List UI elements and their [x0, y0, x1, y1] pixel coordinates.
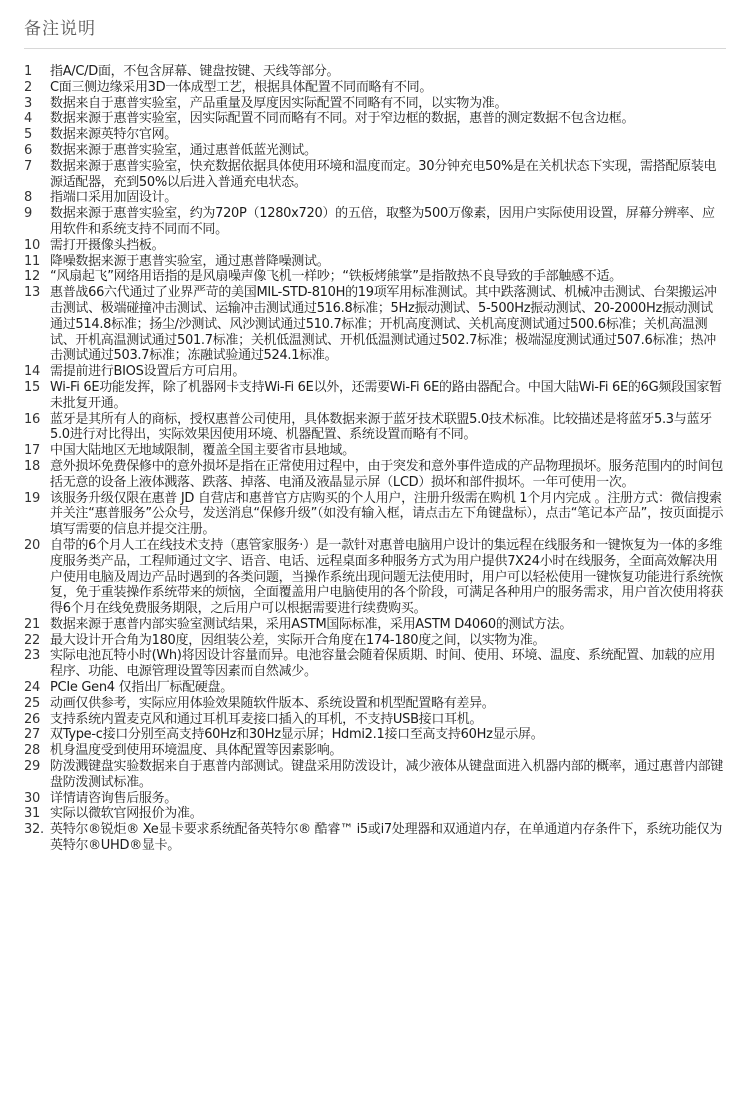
page-title: 备注说明 [24, 19, 96, 39]
note-item [24, 712, 724, 728]
note-text: PCIe Gen4 仅指出厂标配硬盘。 [50, 680, 233, 696]
note-text: 数据来源于惠普内部实验室测试结果，采用ASTM国际标准，采用ASTM D4060的测试方法。 [50, 616, 573, 632]
note-item [24, 364, 724, 380]
note-number: 16 [24, 411, 40, 427]
note-number: 15 [24, 379, 40, 395]
note-item [24, 80, 724, 96]
note-item [24, 206, 724, 238]
note-number: 22 [24, 632, 40, 648]
note-item [24, 696, 724, 712]
note-item [24, 64, 724, 80]
title-divider [24, 48, 726, 49]
note-text: 数据来源于惠普实验室，快充数据依据具体使用环境和温度而定。30分钟充电50%是在关机状态下实现，需搭配原装电源适配器，充到50%以后进入普通充电状态。 [50, 158, 717, 190]
note-item [24, 111, 724, 127]
note-item [24, 791, 724, 807]
note-number: 9 [24, 206, 32, 222]
note-item [24, 159, 724, 191]
note-text: 数据来源于惠普实验室，通过惠普低蓝光测试。 [50, 142, 317, 158]
note-text: 数据来源于惠普实验室，因实际配置不同而略有不同。对于窄边框的数据，惠普的测定数据不包含边框。 [50, 111, 635, 127]
note-text: 动画仅供参考，实际应用体验效果随软件版本、系统设置和机型配置略有差异。 [50, 695, 495, 711]
note-number: 10 [24, 237, 40, 253]
note-item [24, 285, 724, 364]
note-text: 机身温度受到使用环境温度、具体配置等因素影响。 [50, 743, 343, 759]
note-text: 英特尔®锐炬® Xe显卡要求系统配备英特尔® 酷睿™ i5或i7处理器和双通道内存，在单通道内存条件下，系统功能仅为英特尔®UHD®显卡。 [50, 822, 723, 854]
note-text: 双Type-c接口分别至高支持60Hz和30Hz显示屏；Hdmi2.1接口至高支持60Hz显示屏。 [50, 727, 544, 743]
note-number: 19 [24, 490, 40, 506]
note-number: 6 [24, 142, 32, 158]
note-item [24, 190, 724, 206]
note-text: 最大设计开合角为180度，因组装公差，实际开合角度在174-180度之间，以实物为准。 [50, 632, 546, 648]
note-number: 14 [24, 364, 40, 380]
note-item [24, 143, 724, 159]
note-number: 17 [24, 443, 40, 459]
note-number: 25 [24, 695, 40, 711]
note-number: 3 [24, 95, 32, 111]
note-number: 8 [24, 190, 32, 206]
note-text: 中国大陆地区无地域限制，覆盖全国主要省市县地域。 [50, 443, 355, 459]
note-item [24, 743, 724, 759]
note-item [24, 648, 724, 680]
note-number: 20 [24, 537, 40, 553]
note-item [24, 254, 724, 270]
note-number: 13 [24, 285, 40, 301]
note-item [24, 759, 724, 791]
note-text: 意外损坏免费保修中的意外损坏是指在正常使用过程中，由于突发和意外事件造成的产品物理损坏。服务范围内的时间包括无意的设备上液体溅落、跌落、掉落、电涌及液晶显示屏（LCD）损坏和部件损坏。一年可使用一次。 [50, 458, 724, 490]
note-number: 32. [24, 822, 44, 838]
note-item [24, 96, 724, 112]
note-item [24, 806, 724, 822]
note-text: 数据来自于惠普实验室，产品重量及厚度因实际配置不同略有不同，以实物为准。 [50, 95, 508, 111]
note-number: 7 [24, 158, 32, 174]
note-item [24, 443, 724, 459]
note-item [24, 491, 724, 538]
note-text: 实际电池瓦特小时(Wh)将因设计容量而异。电池容量会随着保质期、时间、使用、环境、温度、系统配置、加载的应用程序、功能、电源管理设置等因素而自然减少。 [50, 648, 716, 680]
note-text: Wi-Fi 6E功能发挥，除了机器网卡支持Wi-Fi 6E以外，还需要Wi-Fi 6E的路由器配合。中国大陆Wi-Fi 6E的6G频段国家暂未批复开通。 [50, 379, 722, 411]
note-number: 28 [24, 743, 40, 759]
note-number: 5 [24, 127, 32, 143]
note-item [24, 538, 724, 617]
note-item [24, 380, 724, 412]
note-number: 27 [24, 727, 40, 743]
note-number: 11 [24, 253, 40, 269]
note-item [24, 459, 724, 491]
note-item [24, 617, 724, 633]
note-text: 降噪数据来源于惠普实验室，通过惠普降噪测试。 [50, 253, 330, 269]
note-text: 支持系统内置麦克风和通过耳机耳麦接口插入的耳机，不支持USB接口耳机。 [50, 711, 483, 727]
note-number: 23 [24, 648, 40, 664]
note-text: 需提前进行BIOS设置后方可启用。 [50, 364, 246, 380]
note-text: 详情请咨询售后服务。 [50, 790, 178, 806]
note-item [24, 727, 724, 743]
note-number: 30 [24, 790, 40, 806]
note-number: 18 [24, 458, 40, 474]
note-number: 24 [24, 680, 40, 696]
notes-list [24, 64, 724, 854]
note-text: 该服务升级仅限在惠普 JD 自营店和惠普官方店购买的个人用户，注册升级需在购机 1个月内完成 。注册方式：微信搜索并关注“惠普服务”公众号，发送消息“保修升级”（如没有输入框，请点击左下角键盘标），点击“笔记本产品”，按页面提示填写需要的信息并提交注册。 [50, 490, 724, 538]
note-text: 防泼溅键盘实验数据来自于惠普内部测试。键盘采用防泼设计，减少液体从键盘面进入机器内部的概率，通过惠普内部键盘防泼测试标准。 [50, 759, 724, 790]
note-text: 需打开摄像头挡板。 [50, 237, 165, 253]
note-item [24, 822, 724, 854]
note-text: 蓝牙是其所有人的商标，授权惠普公司使用，具体数据来源于蓝牙技术联盟5.0技术标准。比较描述是将蓝牙5.3与蓝牙5.0进行对比得出，实际效果因使用环境、机器配置、系统设置而略有不同。 [50, 411, 712, 443]
note-number: 12 [24, 269, 40, 285]
note-number: 29 [24, 759, 40, 775]
note-number: 21 [24, 616, 40, 632]
note-item [24, 238, 724, 254]
note-item [24, 412, 724, 444]
note-text: 惠普战66六代通过了业界严苛的美国MIL-STD-810H的19项军用标准测试。其中跌落测试、机械冲击测试、台架搬运冲击测试、极端碰撞冲击测试、运输冲击测试通过516.8标准；5Hz振动测试、5-500Hz振动测试、20-2000Hz振动测试通过514.8标准；扬尘/沙测试、风沙测试通过510.7标准；开机高度测试、关机高度测试通过500.6标准；关机高温测试、开机高温测试通过501.7标准；关机低温测试、开机低温测试通过502.7标准；极端湿度测试通过507.6标准；热冲击测试通过503.7标准；冻融试验通过524.1标准。 [50, 285, 717, 364]
note-text: 数据来源英特尔官网。 [50, 127, 178, 143]
note-number: 4 [24, 111, 32, 127]
note-item [24, 680, 724, 696]
note-item [24, 269, 724, 285]
note-text: 自带的6个月人工在线技术支持（惠管家服务·）是一款针对惠普电脑用户设计的集远程在线服务和一键恢复为一体的多维度服务类产品，工程师通过文字、语音、电话、远程桌面多种服务方式为用户提供7X24小时在线服务，全面高效解决用户使用电脑及周边产品时遇到的各类问题，当操作系统出现问题无法使用时，用户可以轻松使用一键恢复功能进行系统恢复，免于重装操作系统带来的烦恼，全面覆盖用户电脑使用的各个阶段，可满足各种用户的服务需求，用户首次使用将获得6个月在线免费服务期限，之后用户可以根据需要进行续费购买。 [50, 537, 724, 617]
note-text: “风扇起飞”网络用语指的是风扇噪声像飞机一样吵；“铁板烤熊掌”是指散热不良导致的手部触感不适。 [50, 269, 622, 285]
note-number: 1 [24, 64, 32, 79]
note-text: 指端口采用加固设计。 [50, 190, 178, 206]
note-item [24, 127, 724, 143]
note-text: 指A/C/D面，不包含屏幕、键盘按键、天线等部分。 [50, 64, 340, 79]
note-text: 数据来源于惠普实验室，约为720P（1280x720）的五倍，取整为500万像素，因用户实际使用设置，屏幕分辨率、应用软件和系统支持不同而不同。 [50, 206, 715, 237]
note-number: 2 [24, 79, 32, 95]
note-item [24, 633, 724, 649]
note-number: 31 [24, 806, 40, 822]
note-number: 26 [24, 711, 40, 727]
note-text: 实际以微软官网报价为准。 [50, 806, 203, 822]
note-text: C面三侧边缘采用3D一体成型工艺，根据具体配置不同而略有不同。 [50, 79, 433, 95]
